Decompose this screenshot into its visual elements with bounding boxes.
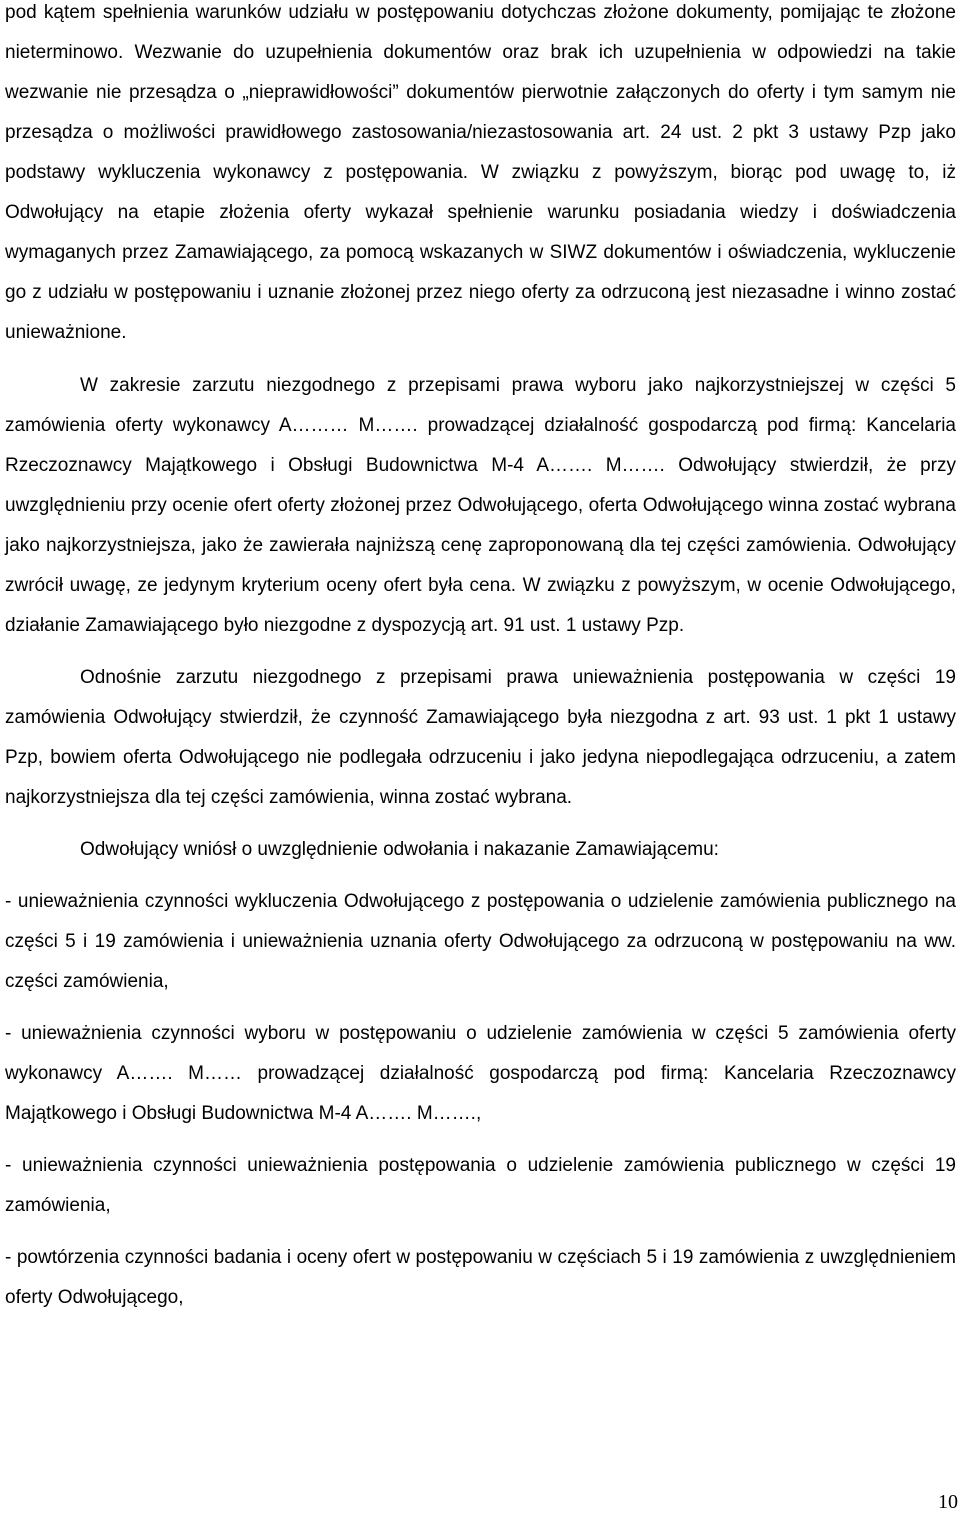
- list-item-wniosek-3: - unieważnienia czynności unieważnienia postępowania o udzielenie zamówienia publicznego w części 19 zamówienia,: [5, 1155, 956, 1216]
- page-number: 10: [938, 1491, 958, 1513]
- paragraph-continuation: pod kątem spełnienia warunków udziału w postępowaniu dotychczas złożone dokumenty, pomijając te złożone nieterminowo. Wezwanie do uzupełnienia dokumentów oraz brak ich uzupełnienia w odpowiedzi na takie wezwanie nie przesądza o „nieprawidłowości” dokumentów pierwotnie załączonych do oferty i tym samym nie przesądza o możliwości prawidłowego zastosowania/niezastosowania art. 24 ust. 2 pkt 3 ustawy Pzp jako podstawy wykluczenia wykonawcy z postępowania. W związku z powyższym, biorąc pod uwagę to, iż Odwołujący na etapie złożenia oferty wykazał spełnienie warunku posiadania wiedzy i doświadczenia wymaganych przez Zamawiającego, za pomocą wskazanych w SIWZ dokumentów i oświadczenia, wykluczenie go z udziału w postępowaniu i uznanie złożonej przez niego oferty za odrzuconą jest niezasadne i winno zostać unieważnione.: [5, 2, 956, 343]
- list-item-wniosek-2: - unieważnienia czynności wyboru w postępowaniu o udzielenie zamówienia w części 5 zamówienia oferty wykonawcy A……. M…… prowadzącej działalność gospodarczą pod firmą: Kancelaria Rzeczoznawcy Majątkowego i Obsługi Budownictwa M-4 A……. M…….,: [5, 1023, 956, 1124]
- list-item-wniosek-1: - unieważnienia czynności wykluczenia Odwołującego z postępowania o udzielenie zamówienia publicznego na części 5 i 19 zamówienia i unieważnienia uznania oferty Odwołującego za odrzuconą w postępowaniu na ww. części zamówienia,: [5, 891, 956, 992]
- list-item-wniosek-4: - powtórzenia czynności badania i oceny ofert w postępowaniu w częściach 5 i 19 zamówienia z uwzględnieniem oferty Odwołującego,: [5, 1247, 956, 1308]
- paragraph-wnioski-intro: Odwołujący wniósł o uwzględnienie odwołania i nakazanie Zamawiającemu:: [80, 839, 719, 860]
- paragraph-zarzut-uniewaznienia: Odnośnie zarzutu niezgodnego z przepisami prawa unieważnienia postępowania w części 19 zamówienia Odwołujący stwierdził, że czynność Zamawiającego była niezgodna z art. 93 ust. 1 pkt 1 ustawy Pzp, bowiem oferta Odwołującego nie podlegała odrzuceniu i jako jedyna niepodlegająca odrzuceniu, a zatem najkorzystniejsza dla tej części zamówienia, winna zostać wybrana.: [5, 667, 956, 808]
- paragraph-zarzut-wyboru: W zakresie zarzutu niezgodnego z przepisami prawa wyboru jako najkorzystniejszej w części 5 zamówienia oferty wykonawcy A……… M……. prowadzącej działalność gospodarczą pod firmą: Kancelaria Rzeczoznawcy Majątkowego i Obsługi Budownictwa M-4 A……. M……. Odwołujący stwierdził, że przy uwzględnieniu przy ocenie ofert oferty złożonej przez Odwołującego, oferta Odwołującego winna zostać wybrana jako najkorzystniejsza, jako że zawierała najniższą cenę zaproponowaną dla tej części zamówienia. Odwołujący zwrócił uwagę, ze jedynym kryterium oceny ofert była cena. W związku z powyższym, w ocenie Odwołującego, działanie Zamawiającego było niezgodne z dyspozycją art. 91 ust. 1 ustawy Pzp.: [5, 375, 956, 636]
